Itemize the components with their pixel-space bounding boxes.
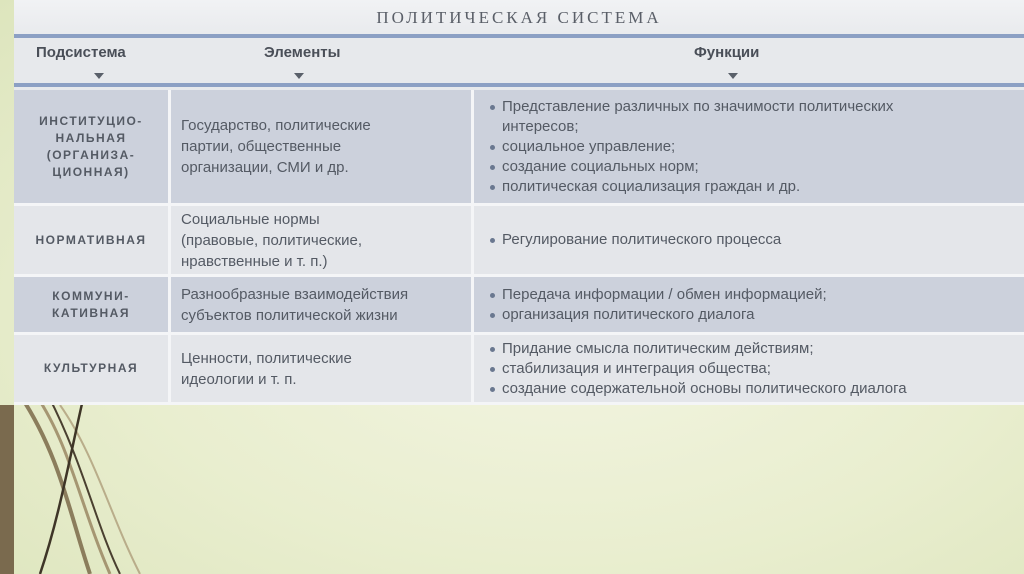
title-divider bbox=[14, 34, 1024, 38]
elements-cell: Разнообразные взаимодействия субъектов политической жизни bbox=[181, 285, 409, 324]
function-item: создание содержательной основы политического диалога bbox=[488, 379, 1024, 399]
elements-cell: Государство, политические партии, общественные организации, СМИ и др. bbox=[181, 117, 371, 176]
function-item: политическая социализация граждан и др. bbox=[488, 177, 1024, 197]
header-arrow-icon bbox=[94, 73, 104, 79]
function-item: стабилизация и интеграция общества; bbox=[488, 359, 1024, 379]
header-subsystem: Подсистема bbox=[36, 44, 126, 61]
subsystem-cell: КОММУНИ- КАТИВНАЯ bbox=[52, 288, 130, 320]
header-arrow-icon bbox=[294, 73, 304, 79]
header-elements: Элементы bbox=[264, 44, 340, 61]
function-item: интересов; bbox=[502, 117, 579, 135]
table-row bbox=[14, 90, 1024, 206]
function-item: Представление различных по значимости политических bbox=[488, 97, 1024, 117]
header-functions: Функции bbox=[694, 44, 759, 61]
functions-cell bbox=[474, 90, 1024, 203]
function-item: социальное управление; bbox=[488, 137, 1024, 157]
table-title: ПОЛИТИЧЕСКАЯ СИСТЕМА bbox=[376, 8, 662, 27]
function-item: Передача информации / обмен информацией; bbox=[488, 285, 1024, 305]
subsystem-cell: НОРМАТИВНАЯ bbox=[35, 232, 147, 247]
elements-cell: Ценности, политические идеологии и т. п. bbox=[181, 349, 352, 388]
functions-cell bbox=[474, 206, 1024, 274]
function-item: организация политического диалога bbox=[488, 305, 1024, 325]
curved-lines-ornament-icon bbox=[0, 395, 160, 574]
function-item: Придание смысла политическим действиям; bbox=[488, 339, 1024, 359]
functions-cell bbox=[474, 277, 1024, 332]
table-row bbox=[14, 335, 1024, 405]
subsystem-cell: ИНСТИТУЦИО- НАЛЬНАЯ (ОРГАНИЗА- ЦИОННАЯ) bbox=[39, 113, 143, 179]
subsystem-cell: КУЛЬТУРНАЯ bbox=[43, 361, 139, 375]
table-row bbox=[14, 206, 1024, 277]
table-row bbox=[14, 277, 1024, 335]
header-divider bbox=[14, 83, 1024, 87]
elements-cell: Социальные нормы (правовые, политические, нравственные и т. п.) bbox=[181, 210, 362, 270]
header-arrow-icon bbox=[728, 73, 738, 79]
political-system-table bbox=[14, 0, 1024, 405]
function-item: создание социальных норм; bbox=[488, 157, 1024, 177]
function-item: Регулирование политического процесса bbox=[488, 230, 1024, 250]
functions-cell bbox=[474, 335, 1024, 402]
